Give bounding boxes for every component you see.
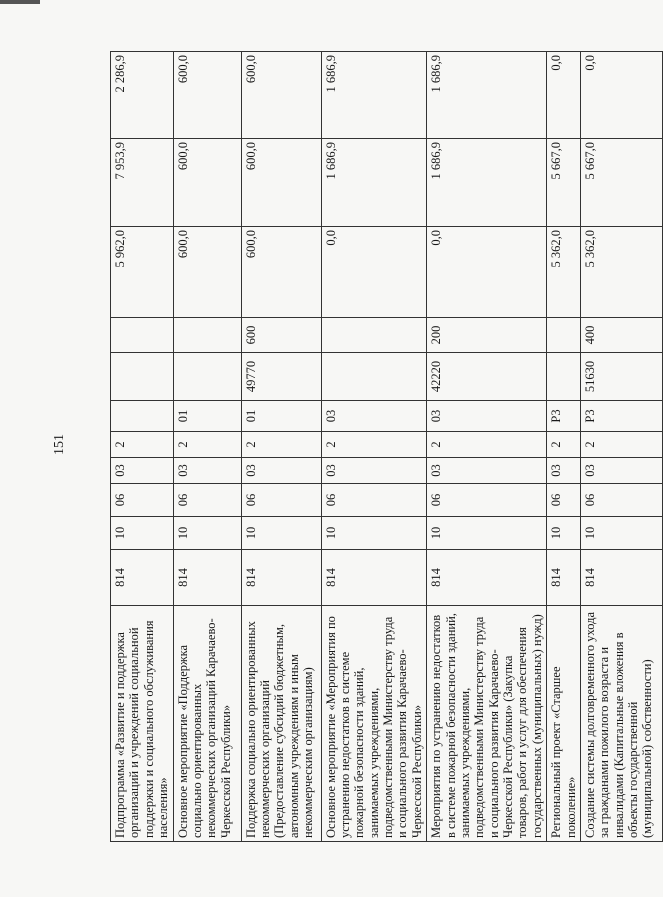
- expense-type-code: 600: [241, 318, 321, 353]
- event-code: 01: [241, 401, 321, 432]
- program-code: 03: [321, 458, 427, 484]
- direction-code: [111, 353, 174, 401]
- grbs-code: 814: [547, 550, 581, 606]
- section-code: 10: [111, 517, 174, 550]
- program-code: 03: [580, 458, 662, 484]
- rotated-table-container: [110, 52, 655, 842]
- amount-year-1: 0,0: [427, 227, 547, 318]
- table-row: [547, 52, 581, 842]
- row-name: Региональный проект «Старшее поколение»: [547, 606, 581, 842]
- event-code: P3: [547, 401, 581, 432]
- grbs-code: 814: [427, 550, 547, 606]
- amount-year-1: 5 362,0: [547, 227, 581, 318]
- amount-year-1: 0,0: [321, 227, 427, 318]
- table-body: [111, 52, 663, 842]
- section-code: 10: [241, 517, 321, 550]
- row-name: Поддержка социально ориентированных некоммерческих организаций (Предоставление субсидий бюджетным, автономным учреждениям и иным некоммерческим организациям): [241, 606, 321, 842]
- program-code: 03: [111, 458, 174, 484]
- amount-year-2: 600,0: [241, 139, 321, 227]
- amount-year-3: 0,0: [580, 52, 662, 139]
- direction-code: 51630: [580, 353, 662, 401]
- row-name: Основное мероприятие «Поддержка социально ориентированных некоммерческих организаций Карачаево-Черкесской Республики»: [173, 606, 241, 842]
- amount-year-3: 600,0: [241, 52, 321, 139]
- program-code: 03: [427, 458, 547, 484]
- direction-code: 49770: [241, 353, 321, 401]
- subsection-code: 06: [427, 484, 547, 517]
- amount-year-2: 5 667,0: [547, 139, 581, 227]
- section-code: 10: [427, 517, 547, 550]
- subprogram-code: 2: [241, 432, 321, 458]
- amount-year-3: 600,0: [173, 52, 241, 139]
- subprogram-code: 2: [547, 432, 581, 458]
- amount-year-2: 1 686,9: [427, 139, 547, 227]
- expense-type-code: 400: [580, 318, 662, 353]
- expense-type-code: [111, 318, 174, 353]
- subprogram-code: 2: [173, 432, 241, 458]
- amount-year-2: 600,0: [173, 139, 241, 227]
- direction-code: 42220: [427, 353, 547, 401]
- grbs-code: 814: [241, 550, 321, 606]
- event-code: 01: [173, 401, 241, 432]
- table-row: [173, 52, 241, 842]
- subprogram-code: 2: [321, 432, 427, 458]
- subsection-code: 06: [173, 484, 241, 517]
- section-code: 10: [580, 517, 662, 550]
- expense-type-code: [173, 318, 241, 353]
- subsection-code: 06: [241, 484, 321, 517]
- subprogram-code: 2: [580, 432, 662, 458]
- subsection-code: 06: [111, 484, 174, 517]
- table-row: [580, 52, 662, 842]
- amount-year-2: 7 953,9: [111, 139, 174, 227]
- program-code: 03: [547, 458, 581, 484]
- amount-year-3: 0,0: [547, 52, 581, 139]
- amount-year-1: 600,0: [241, 227, 321, 318]
- event-code: P3: [580, 401, 662, 432]
- grbs-code: 814: [580, 550, 662, 606]
- table-row: [241, 52, 321, 842]
- amount-year-3: 1 686,9: [427, 52, 547, 139]
- event-code: 03: [321, 401, 427, 432]
- row-name: Основное мероприятие «Мероприятия по устранению недостатков в системе пожарной безопасности зданий, занимаемых учреждениями, подведомственными Министерству труда и социального развития Карачаево-Черкесской Республики»: [321, 606, 427, 842]
- amount-year-2: 5 667,0: [580, 139, 662, 227]
- direction-code: [547, 353, 581, 401]
- amount-year-1: 5 962,0: [111, 227, 174, 318]
- grbs-code: 814: [321, 550, 427, 606]
- amount-year-1: 600,0: [173, 227, 241, 318]
- table-row: [427, 52, 547, 842]
- section-code: 10: [173, 517, 241, 550]
- subsection-code: 06: [321, 484, 427, 517]
- expense-type-code: [321, 318, 427, 353]
- subprogram-code: 2: [427, 432, 547, 458]
- amount-year-3: 2 286,9: [111, 52, 174, 139]
- expense-type-code: [547, 318, 581, 353]
- subsection-code: 06: [580, 484, 662, 517]
- amount-year-1: 5 362,0: [580, 227, 662, 318]
- subsection-code: 06: [547, 484, 581, 517]
- program-code: 03: [241, 458, 321, 484]
- table-row: [111, 52, 174, 842]
- table-row: [321, 52, 427, 842]
- subprogram-code: 2: [111, 432, 174, 458]
- amount-year-3: 1 686,9: [321, 52, 427, 139]
- row-name: Мероприятия по устранению недостатков в системе пожарной безопасности зданий, занимаемых учреждениями, подведомственными Министерству труда и социального развития Карачаево-Черкесской Республики» (Закупка товаров, работ и услуг для обеспечения государственных (муниципальных) нужд): [427, 606, 547, 842]
- row-name: Подпрограмма «Развитие и поддержка организаций и учреждений социальной поддержки и социального обслуживания населения»: [111, 606, 174, 842]
- scan-corner-mark: [0, 0, 40, 4]
- budget-table: [110, 51, 663, 842]
- amount-year-2: 1 686,9: [321, 139, 427, 227]
- event-code: [111, 401, 174, 432]
- page-number: 151: [52, 434, 67, 455]
- grbs-code: 814: [111, 550, 174, 606]
- grbs-code: 814: [173, 550, 241, 606]
- program-code: 03: [173, 458, 241, 484]
- direction-code: [321, 353, 427, 401]
- row-name: Создание системы долговременного ухода за гражданами пожилого возраста и инвалидами (Капитальные вложения в объекты государственной (муниципальной) собственности): [580, 606, 662, 842]
- event-code: 03: [427, 401, 547, 432]
- direction-code: [173, 353, 241, 401]
- section-code: 10: [321, 517, 427, 550]
- expense-type-code: 200: [427, 318, 547, 353]
- section-code: 10: [547, 517, 581, 550]
